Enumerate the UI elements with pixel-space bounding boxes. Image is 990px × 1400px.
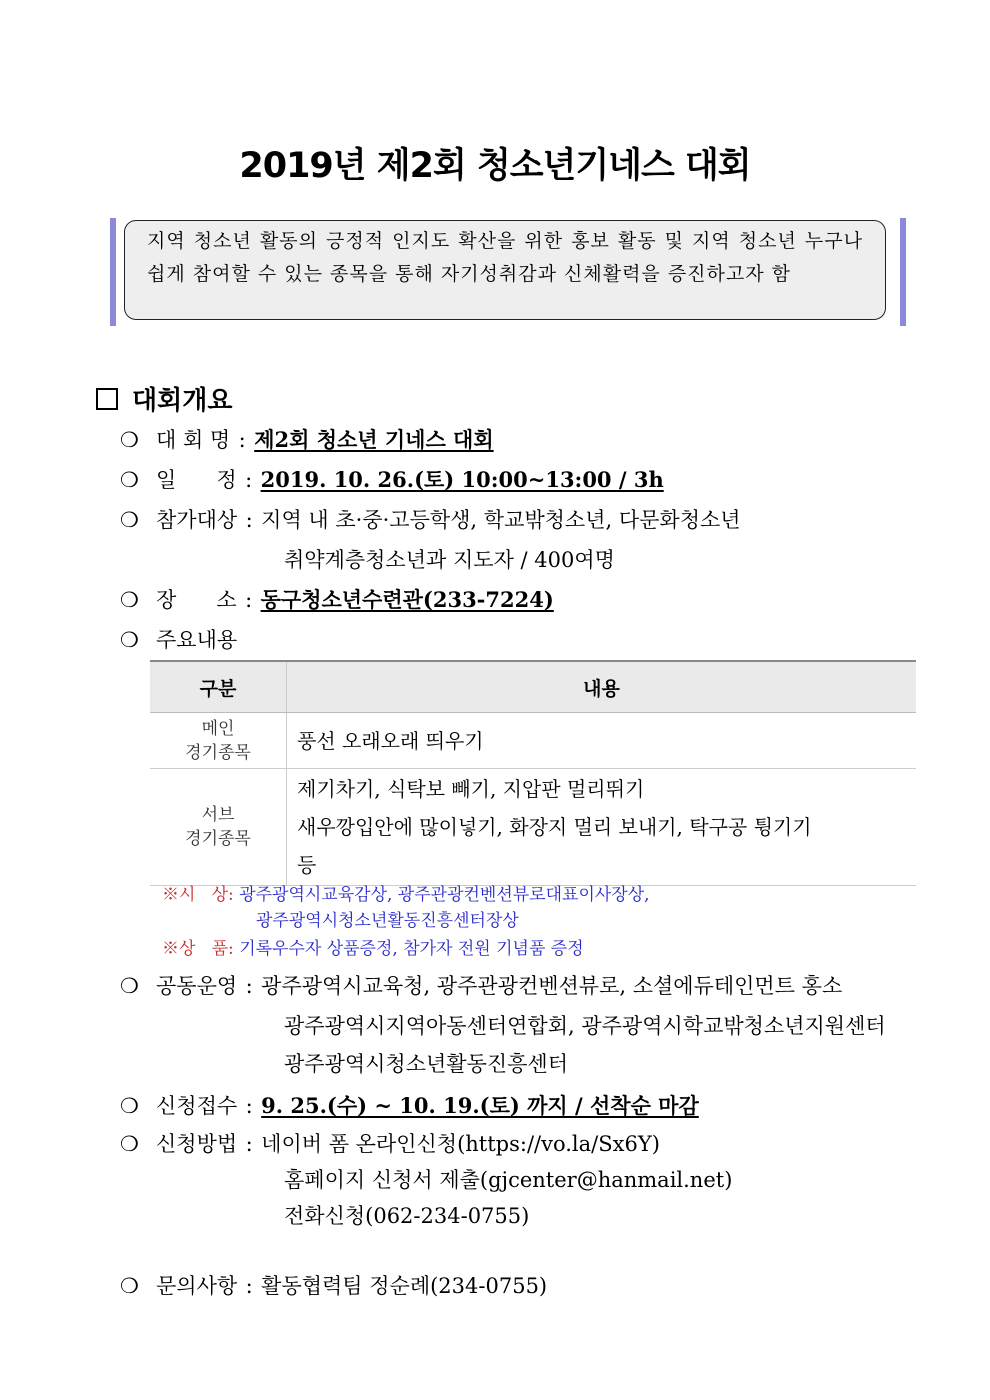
prize-note [162,880,650,905]
overview-target-row [120,504,741,534]
colon: : [245,508,253,532]
gift-label: 상 품: [179,939,234,959]
colon: : [245,974,253,998]
gift-note [162,934,584,959]
place-value: 동구청소년수련관(233-7224) [260,587,554,612]
cohost-value: 광주광역시교육청, 광주관광컨벤션뷰로, 소셜에듀테인먼트 홍소 [261,974,843,998]
category-line: 경기종목 [185,742,251,763]
apply-period-row [120,1090,699,1120]
target-value-cont: 취약계층청소년과 지도자 / 400여명 [284,548,615,572]
bullet-icon: ❍ [120,508,139,532]
content-table [150,660,916,886]
colon: : [238,428,246,452]
date-label: 일 정 [156,468,237,492]
colon: : [245,588,253,612]
inquiry-row [120,1270,547,1300]
name-label: 대 회 명 [156,428,231,452]
prize-value-cont: 광주광역시청소년활동진흥센터장상 [256,911,519,931]
colon: : [245,1132,253,1156]
cohost-value-cont: 광주광역시지역아동센터연합회, 광주광역시학교밖청소년지원센터 [284,1014,886,1038]
overview-content-row [120,624,237,654]
bullet-icon: ❍ [120,428,139,452]
table-header-row [150,661,916,713]
inquiry-value: 활동협력팀 정순례(234-0755) [261,1274,548,1298]
table-header-category: 구분 [150,661,287,713]
summary-left-bar [110,218,116,326]
content-line: 새우깡입안에 많이넣기, 화장지 멀리 보내기, 탁구공 튕기기 [297,815,812,839]
overview-date-row [120,464,664,494]
bullet-icon: ❍ [120,1094,139,1118]
table-cell-content [287,713,917,769]
apply-period-label: 신청접수 [156,1094,238,1118]
section-title: 대회개요 [132,386,233,416]
bullet-icon: ❍ [120,1274,139,1298]
table-cell-category [150,713,287,769]
apply-method-row [120,1128,660,1158]
checkbox-icon [96,388,118,410]
bullet-icon: ❍ [120,974,139,998]
bullet-icon: ❍ [120,628,139,652]
content-line: 풍선 오래오래 띄우기 [297,728,484,753]
content-label: 주요내용 [156,628,238,652]
summary-text: 지역 청소년 활동의 긍정적 인지도 확산을 위한 홍보 활동 및 지역 청소년 누구나 쉽게 참여할 수 있는 종목을 통해 자기성취감과 신체활력을 증진하고자 함 [124,220,886,320]
bullet-icon: ❍ [120,468,139,492]
overview-name-row [120,424,494,454]
content-line: 등 [297,853,317,877]
category-line: 경기종목 [185,829,251,849]
target-value: 지역 내 초·중·고등학생, 학교밖청소년, 다문화청소년 [261,508,741,532]
reference-mark-icon: ※ [162,939,179,959]
table-row [150,713,916,769]
reference-mark-icon: ※ [162,885,179,905]
cohost-row [120,970,842,1000]
content-line: 제기차기, 식탁보 빼기, 지압판 멀리뛰기 [297,777,645,801]
category-line: 서브 [201,805,235,825]
apply-method-label: 신청방법 [156,1132,238,1156]
inquiry-label: 문의사항 [156,1274,238,1298]
overview-place-row [120,584,554,614]
date-value: 2019. 10. 26.(토) 10:00~13:00 / 3h [260,467,664,492]
apply-method-homepage: 홈페이지 신청서 제출(gjcenter@hanmail.net) [284,1168,733,1192]
place-label: 장 소 [156,588,237,612]
section-heading [96,380,232,417]
prize-label: 시 상: [179,885,234,905]
colon: : [245,1094,253,1118]
page-title: 2019년 제2회 청소년기네스 대회 [239,146,751,186]
prize-value: 광주광역시교육감상, 광주관광컨벤션뷰로대표이사장상, [239,885,650,905]
category-line: 메인 [201,718,235,739]
gift-value: 기록우수자 상품증정, 참가자 전원 기념품 증정 [239,939,584,959]
cohost-value-cont: 광주광역시청소년활동진흥센터 [284,1052,569,1076]
apply-period-value: 9. 25.(수) ~ 10. 19.(토) 까지 / 선착순 마감 [261,1093,699,1118]
bullet-icon: ❍ [120,1132,139,1156]
bullet-icon: ❍ [120,588,139,612]
apply-method-phone: 전화신청(062-234-0755) [284,1204,530,1228]
cohost-label: 공동운영 [156,974,238,998]
summary-right-bar [900,218,906,326]
table-cell-category [150,769,287,886]
colon: : [245,468,253,492]
table-header-content: 내용 [287,661,917,713]
table-cell-content [287,769,917,886]
target-label: 참가대상 [156,508,238,532]
table-row [150,769,916,886]
name-value: 제2회 청소년 기네스 대회 [254,427,494,452]
summary-panel [110,218,906,326]
colon: : [245,1274,253,1298]
apply-method-online: 네이버 폼 온라인신청(https://vo.la/Sx6Y) [261,1132,660,1156]
